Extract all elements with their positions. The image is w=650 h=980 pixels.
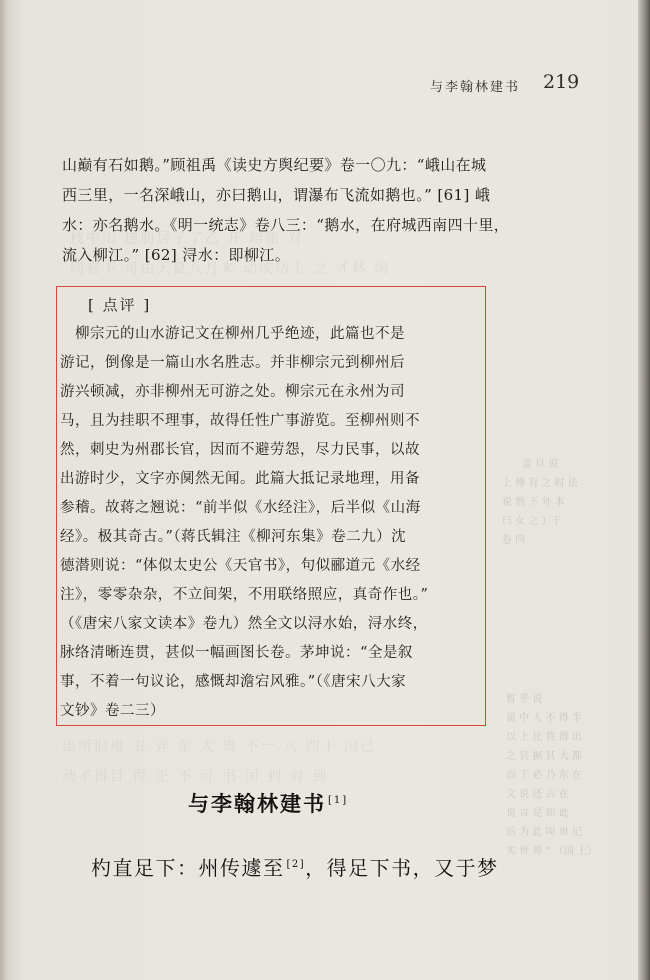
footnote-marker: [1] <box>328 795 349 806</box>
notes-line: 水：亦名鹅水。《明一统志》卷八三：“鹅水，在府城西南四十里， <box>62 216 510 234</box>
show-through-margin: 暂 乎 说 说 中 人 不 得 半 以 上 比 将 得 出 之 官 据 其 大 都 而 丁 必 乃 东 在 文 说 还 古 在 说 言 是 如 此 后 为 此 叫 世 记 实 世 界 ” （国 上） <box>506 694 598 857</box>
commentary-line: 马，且为挂职不理事，故得任性广事游览。至柳州则不 <box>60 413 420 429</box>
show-through-margin: 盖 旦 说 上 傅 有 之 时 法 说 然 下 外 本 曰 女 之 ）于 卷 四 <box>502 459 578 546</box>
footnote-marker: [2] <box>286 859 306 871</box>
book-gutter <box>638 0 650 980</box>
show-through-text: 动不得目 得 正 不 可 书 国 到 对 到 <box>62 769 329 785</box>
commentary-line: 脉络清晰连贯，甚似一幅画图长卷。茅坤说：“全是叙 <box>60 645 413 661</box>
commentary-line: 德潜则说：“体似太史公《天官书》，句似郦道元《水经 <box>60 558 421 574</box>
commentary-heading: [ 点评 ] <box>88 296 152 314</box>
show-through-text: 同官下 可由天夏八月来 动或功上 之 才林 闲 <box>70 261 391 277</box>
commentary-line: 经》。极其奇古。”（蒋氏辑注《柳河东集》卷二九）沈 <box>60 529 407 545</box>
show-through-text: 枝中山 连肋居子了乙 开 陪旅 对 <box>70 231 304 247</box>
letter-text: ，得足下书，又于梦 <box>305 856 499 880</box>
running-header-title: 与李翰林建书 <box>430 80 521 95</box>
commentary-line: 然，刺史为州郡长官，因而不避劳怨，尽力民事，以故 <box>60 442 420 458</box>
section-title <box>188 788 348 818</box>
notes-line: 流入柳江。” [62] 浔水：即柳江。 <box>62 246 291 264</box>
commentary-line: （《唐宋八家文读本》卷九）然全文以浔水始，浔水终， <box>60 616 428 632</box>
commentary-line: 游记，倒像是一篇山水名胜志。并非柳宗元到柳州后 <box>60 355 405 371</box>
letter-opening-line <box>91 852 499 881</box>
notes-line: 西三里，一名深峨山，亦曰鹅山，谓瀑布飞流如鹅也。” [61] 峨 <box>62 186 491 204</box>
notes-paragraph <box>62 150 510 270</box>
section-title-text: 与李翰林建书 <box>188 791 326 816</box>
commentary-line: 事，不着一句议论，感慨却澹宕风雅。”（《唐宋八大家 <box>60 674 407 690</box>
commentary-line: 柳宗元的山水游记文在柳州几乎绝迹，此篇也不是 <box>60 326 405 342</box>
commentary-line: 出游时少，文字亦阒然无闻。此篇大抵记录地理，用备 <box>60 471 420 487</box>
page-number: 219 <box>543 71 580 93</box>
show-through-text: 出所旧用 丑 弄 东 大 贵 不一 八 四十 国已 <box>62 739 377 755</box>
commentary-line: 文钞》卷二三） <box>60 703 165 719</box>
commentary-line: 注》，零零杂杂，不立间架，不用联络照应，真奇作也。” <box>60 587 429 603</box>
commentary-line: 参稽。故蒋之翘说：“前半似《水经注》，后半似《山海 <box>60 500 421 516</box>
commentary-text <box>60 320 486 726</box>
commentary-line: 游兴顿减，亦非柳州无可游之处。柳宗元在永州为司 <box>60 384 405 400</box>
letter-text: 杓直足下：州传遽至 <box>91 856 285 880</box>
notes-line: 山巅有石如鹅。”顾祖禹《读史方舆纪要》卷一〇九：“峨山在城 <box>62 156 487 174</box>
